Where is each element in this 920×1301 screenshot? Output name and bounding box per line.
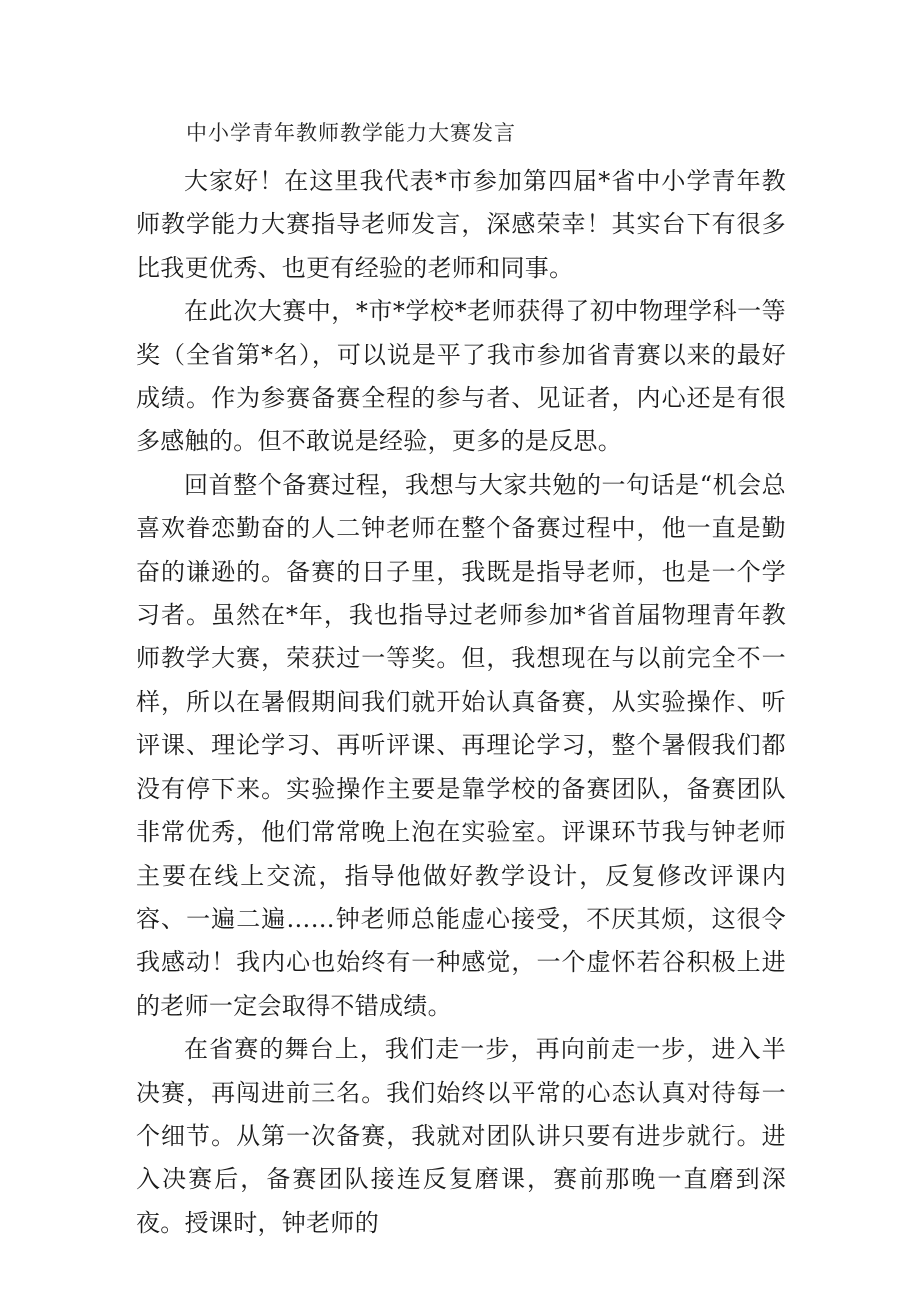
document-title: 中小学青年教师教学能力大赛发言 xyxy=(186,121,516,145)
paragraph-provincial-stage: 在省赛的舞台上，我们走一步，再向前走一步，进入半决赛，再闯进前三名。我们始终以平常的心态认真对待每一个细节。从第一次备赛，我就对团队讲只要有进步就行。进入决赛后，备赛团队接连反复磨课，赛前那晚一直磨到深夜。授课时，钟老师的 xyxy=(136,1035,786,1237)
document-body xyxy=(136,160,786,1245)
paragraph-achievement: 在此次大赛中，*市*学校*老师获得了初中物理学科一等奖（全省第*名），可以说是平了我市参加省青赛以来的最好成绩。作为参赛备赛全程的参与者、见证者，内心还是有很多感触的。但不敢说是经验，更多的是反思。 xyxy=(136,297,786,456)
paragraph-greeting: 大家好！在这里我代表*市参加第四届*省中小学青年教师教学能力大赛指导老师发言，深感荣幸！其实台下有很多比我更优秀、也更有经验的老师和同事。 xyxy=(136,167,786,282)
paragraph-preparation: 回首整个备赛过程，我想与大家共勉的一句话是“机会总喜欢眷恋勤奋的人二钟老师在整个备赛过程中，他一直是勤奋的谦逊的。备赛的日子里，我既是指导老师，也是一个学习者。虽然在*年，我也指导过老师参加*省首届物理青年教师教学大赛，荣获过一等奖。但，我想现在与以前完全不一样，所以在暑假期间我们就开始认真备赛，从实验操作、听评课、理论学习、再听评课、再理论学习，整个暑假我们都没有停下来。实验操作主要是靠学校的备赛团队，备赛团队非常优秀，他们常常晚上泡在实验室。评课环节我与钟老师主要在线上交流，指导他做好教学设计，反复修改评课内容、一遍二遍……钟老师总能虚心接受，不厌其烦，这很令我感动！我内心也始终有一种感觉，一个虚怀若谷积极上进的老师一定会取得不错成绩。 xyxy=(136,470,786,1020)
